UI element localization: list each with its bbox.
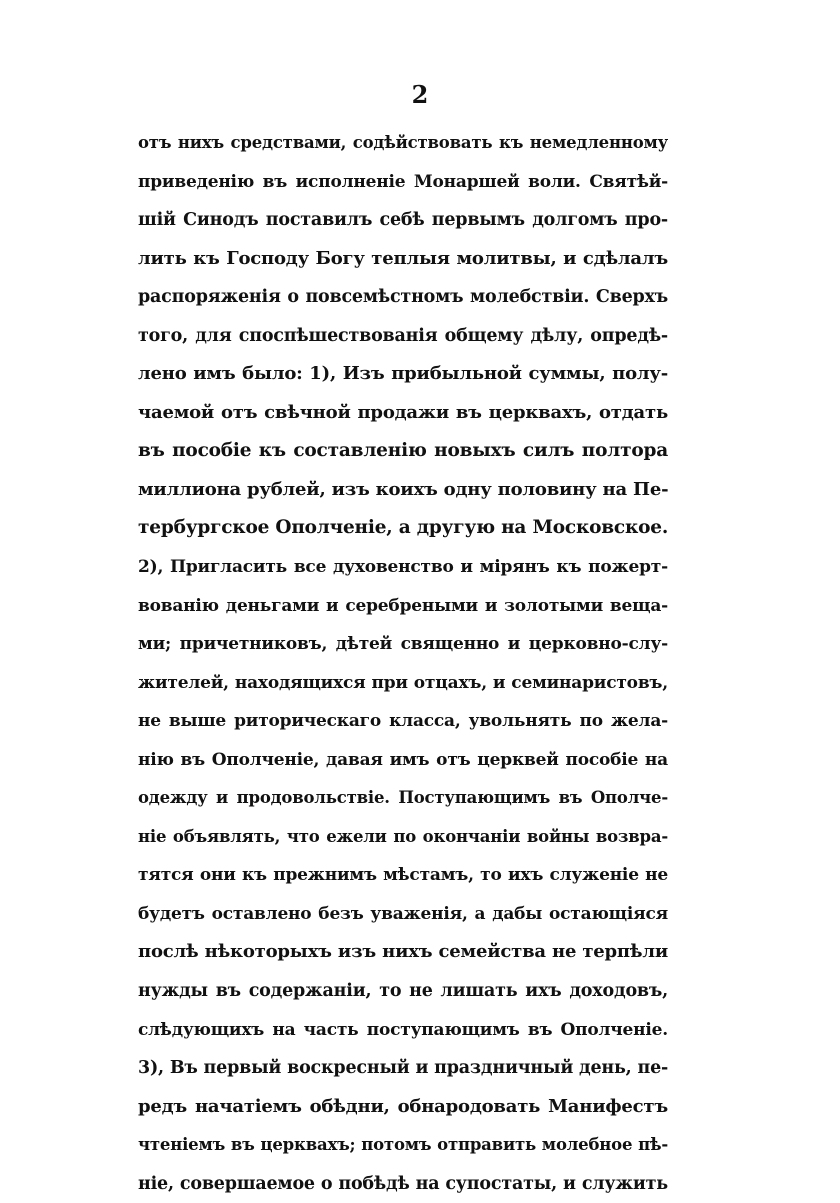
text-line: нужды въ содержаніи, то не лишать ихъ доходовъ, bbox=[138, 981, 668, 1002]
text-line: послѣ нѣкоторыхъ изъ нихъ семейства не терпѣли bbox=[138, 941, 668, 963]
text-line: лено имъ было: 1), Изъ прибыльной суммы, полу- bbox=[138, 363, 668, 385]
text-line: приведенію въ исполненіе Монаршей воли. Святѣй- bbox=[138, 171, 668, 192]
body-text bbox=[138, 124, 668, 1203]
text-line: вованію деньгами и серебреными и золотыми веща- bbox=[138, 595, 668, 616]
text-line: миллиона рублей, изъ коихъ одну половину на Пе- bbox=[138, 478, 668, 500]
text-line: 3), Въ первый воскресный и праздничный день, пе- bbox=[138, 1058, 668, 1079]
text-line: ніе, совершаемое о побѣдѣ на супостаты, и служить bbox=[138, 1173, 668, 1194]
page-number: 2 bbox=[411, 80, 429, 109]
text-line: слѣдующихъ на часть поступающимъ въ Ополченіе. bbox=[138, 1019, 668, 1040]
text-line: тербургское Ополченіе, а другую на Московское. bbox=[138, 517, 668, 539]
text-line: чтеніемъ въ церквахъ; потомъ отправить молебное пѣ- bbox=[138, 1135, 668, 1155]
text-line: одежду и продовольствіе. Поступающимъ въ Ополче- bbox=[138, 788, 668, 808]
text-line: лить къ Господу Богу теплыя молитвы, и сдѣлалъ bbox=[138, 247, 668, 269]
text-line: тятся они къ прежнимъ мѣстамъ, то ихъ служеніе не bbox=[138, 865, 668, 886]
text-line: жителей, находящихся при отцахъ, и семинаристовъ, bbox=[138, 672, 668, 693]
text-line: шій Синодъ поставилъ себѣ первымъ долгомъ про- bbox=[138, 210, 668, 231]
text-line: редъ начатіемъ обѣдни, обнародовать Манифестъ bbox=[138, 1095, 668, 1117]
text-line: 2), Пригласить все духовенство и мірянъ къ пожерт- bbox=[138, 557, 668, 578]
text-line: того, для споспѣшествованія общему дѣлу, опредѣ- bbox=[138, 325, 668, 346]
text-line: въ пособіе къ составленію новыхъ силъ полтора bbox=[138, 440, 668, 462]
text-line: отъ нихъ средствами, содѣйствовать къ немедленному bbox=[138, 133, 668, 152]
text-line: ніе объявлять, что ежели по окончаніи войны возвра- bbox=[138, 826, 668, 846]
text-line: нію въ Ополченіе, давая имъ отъ церквей пособіе на bbox=[138, 749, 668, 770]
text-line: будетъ оставлено безъ уваженія, а дабы остающіяся bbox=[138, 903, 668, 924]
text-line: чаемой отъ свѣчной продажи въ церквахъ, отдать bbox=[138, 401, 668, 423]
text-line: распоряженія о повсемѣстномъ молебствіи. Сверхъ bbox=[138, 287, 668, 308]
text-line: не выше риторическаго класса, увольнять по жела- bbox=[138, 711, 668, 732]
text-line: ми; причетниковъ, дѣтей священно и церковно-слу- bbox=[138, 634, 668, 655]
